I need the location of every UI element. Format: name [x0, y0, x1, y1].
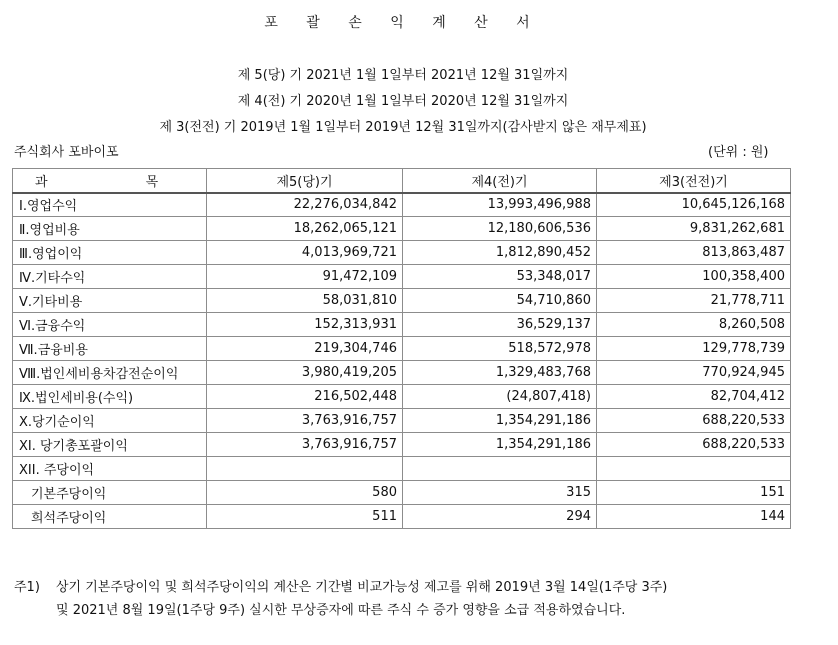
income-statement-table	[12, 168, 791, 529]
cell-current: 152,313,931	[207, 313, 403, 337]
table-row	[13, 217, 791, 241]
cell-prior-prior: 8,260,508	[597, 313, 791, 337]
footnote-text-1: 상기 기본주당이익 및 희석주당이익의 계산은 기간별 비교가능성 제고를 위해 2019년 3월 14일(1주당 3주)	[56, 580, 668, 595]
company-name: 주식회사 포바이포	[14, 145, 119, 160]
cell-current	[207, 457, 403, 481]
header-col-prior: 제4(전)기	[403, 169, 597, 193]
cell-prior: 12,180,606,536	[403, 217, 597, 241]
table-row	[13, 313, 791, 337]
cell-prior-prior: 129,778,739	[597, 337, 791, 361]
table-row	[13, 409, 791, 433]
cell-prior: 53,348,017	[403, 265, 597, 289]
cell-prior: (24,807,418)	[403, 385, 597, 409]
unit-label: (단위 : 원)	[708, 145, 769, 160]
header-col-current: 제5(당)기	[207, 169, 403, 193]
cell-prior: 36,529,137	[403, 313, 597, 337]
table-row	[13, 361, 791, 385]
period-line-prior: 제 4(전) 기 2020년 1월 1일부터 2020년 12월 31일까지	[237, 94, 569, 109]
cell-prior-prior: 770,924,945	[597, 361, 791, 385]
cell-current: 3,763,916,757	[207, 409, 403, 433]
period-line-current: 제 5(당) 기 2021년 1월 1일부터 2021년 12월 31일까지	[237, 68, 569, 83]
row-label: Ⅷ.법인세비용차감전순이익	[13, 361, 207, 385]
cell-prior-prior: 688,220,533	[597, 409, 791, 433]
row-label: Ⅸ.법인세비용(수익)	[13, 385, 207, 409]
row-label: 기본주당이익	[13, 481, 207, 505]
header-item-a: 과	[35, 174, 48, 190]
cell-current: 3,980,419,205	[207, 361, 403, 385]
cell-current: 216,502,448	[207, 385, 403, 409]
cell-prior: 294	[403, 505, 597, 529]
cell-prior-prior: 813,863,487	[597, 241, 791, 265]
table-row	[13, 457, 791, 481]
header-item	[13, 169, 207, 193]
cell-prior: 1,329,483,768	[403, 361, 597, 385]
cell-prior: 1,354,291,186	[403, 409, 597, 433]
statement-title: 포 괄 손 익 계 산 서	[264, 15, 542, 31]
table-header-row	[13, 169, 791, 193]
row-label: Ⅴ.기타비용	[13, 289, 207, 313]
table-row	[13, 505, 791, 529]
cell-prior-prior: 151	[597, 481, 791, 505]
cell-prior-prior: 144	[597, 505, 791, 529]
table-row	[13, 385, 791, 409]
cell-prior: 1,812,890,452	[403, 241, 597, 265]
footnote-line-1	[14, 576, 667, 595]
table-row	[13, 193, 791, 217]
header-item-b: 목	[145, 174, 159, 190]
cell-current: 58,031,810	[207, 289, 403, 313]
row-label: XI. 당기총포괄이익	[13, 433, 207, 457]
cell-prior-prior: 100,358,400	[597, 265, 791, 289]
footnote-label: 주1)	[14, 580, 40, 595]
row-label: 희석주당이익	[13, 505, 207, 529]
cell-prior	[403, 457, 597, 481]
row-label: XII. 주당이익	[13, 457, 207, 481]
cell-current: 18,262,065,121	[207, 217, 403, 241]
cell-current: 219,304,746	[207, 337, 403, 361]
cell-current: 22,276,034,842	[207, 193, 403, 217]
row-label: Ⅱ.영업비용	[13, 217, 207, 241]
cell-prior: 518,572,978	[403, 337, 597, 361]
cell-current: 4,013,969,721	[207, 241, 403, 265]
cell-prior: 315	[403, 481, 597, 505]
row-label: Ⅳ.기타수익	[13, 265, 207, 289]
cell-prior: 1,354,291,186	[403, 433, 597, 457]
table-row	[13, 433, 791, 457]
cell-prior-prior: 10,645,126,168	[597, 193, 791, 217]
cell-prior-prior: 21,778,711	[597, 289, 791, 313]
cell-current: 3,763,916,757	[207, 433, 403, 457]
row-label: Ⅵ.금융수익	[13, 313, 207, 337]
cell-prior-prior: 9,831,262,681	[597, 217, 791, 241]
header-col-prior-prior: 제3(전전)기	[597, 169, 791, 193]
table-row	[13, 265, 791, 289]
cell-current: 511	[207, 505, 403, 529]
cell-prior: 54,710,860	[403, 289, 597, 313]
cell-current: 91,472,109	[207, 265, 403, 289]
row-label: Ⅲ.영업이익	[13, 241, 207, 265]
table-row	[13, 241, 791, 265]
cell-prior: 13,993,496,988	[403, 193, 597, 217]
cell-prior-prior	[597, 457, 791, 481]
table-row	[13, 289, 791, 313]
row-label: Ⅹ.당기순이익	[13, 409, 207, 433]
table-row	[13, 481, 791, 505]
cell-prior-prior: 688,220,533	[597, 433, 791, 457]
row-label: Ⅶ.금융비용	[13, 337, 207, 361]
period-line-prior-prior: 제 3(전전) 기 2019년 1월 1일부터 2019년 12월 31일까지(감사받지 않은 재무제표)	[159, 120, 647, 135]
cell-prior-prior: 82,704,412	[597, 385, 791, 409]
cell-current: 580	[207, 481, 403, 505]
footnote-text-2: 및 2021년 8월 19일(1주당 9주) 실시한 무상증자에 따른 주식 수 증가 영향을 소급 적용하였습니다.	[56, 603, 626, 618]
row-label: Ⅰ.영업수익	[13, 193, 207, 217]
table-row	[13, 337, 791, 361]
